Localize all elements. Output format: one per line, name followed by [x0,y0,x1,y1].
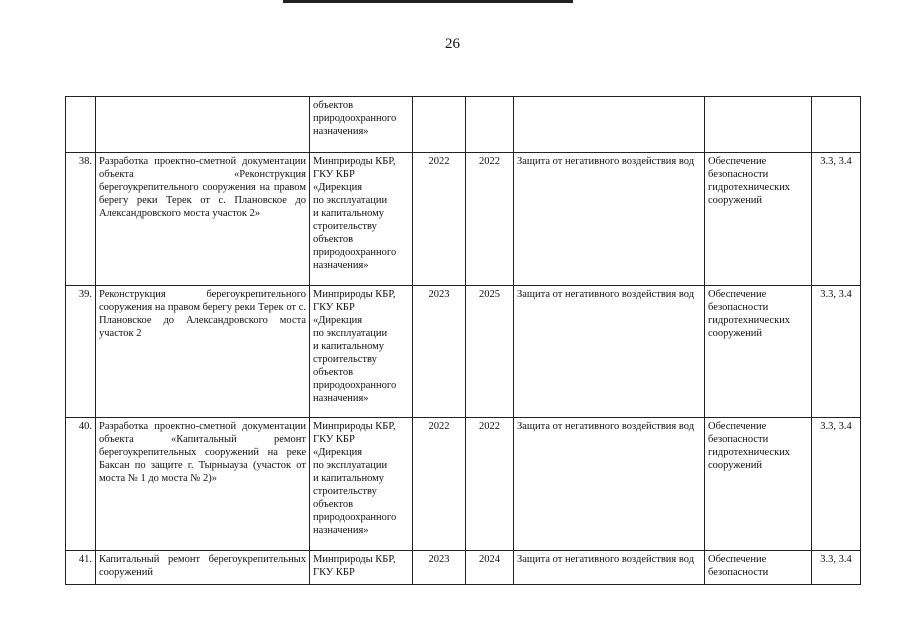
end-year: 2024 [466,551,514,585]
executor-line: ГКУ КБР [313,434,355,445]
task-cell: Защита от негативного воздействия вод [514,286,705,418]
executor-line: объектов [313,499,354,510]
result-line: безопасности [708,434,769,445]
executor-line: и капитальному [313,473,385,484]
executor-line: и капитальному [313,208,385,219]
result-line: Обеспечение [708,289,767,300]
row-number: 38. [66,153,96,286]
executor-line: строительству [313,221,377,232]
row-number: 41. [66,551,96,585]
executor-line: «Дирекция [313,447,363,458]
executor-line: Минприроды КБР, [313,554,396,565]
page-number: 26 [445,36,460,52]
executor-line: ГКУ КБР [313,169,355,180]
end-year: 2022 [466,418,514,551]
start-year: 2023 [413,286,466,418]
result-cell [705,418,812,551]
executor-line: Минприроды КБР, [313,289,396,300]
executor-line: и капитальному [313,341,385,352]
measure-name: Капитальный ремонт берегоукрепительных сооружений [96,551,310,585]
measure-name [96,97,310,153]
executor-line: природоохранного [313,380,397,391]
result-line: Обеспечение [708,554,767,565]
executor-line: Минприроды КБР, [313,156,396,167]
result-line: сооружений [708,195,763,206]
executor-line: Минприроды КБР, [313,421,396,432]
result-line: сооружений [708,460,763,471]
end-year: 2025 [466,286,514,418]
measure-name: Разработка проектно-сметной документации объекта «Капитальный ремонт берегоукрепительных сооружений на реке Баксан по защите г. Тырныауза (участок от моста № 1 до моста № 2)» [96,418,310,551]
result-line: гидротехнических [708,315,791,326]
paragraphs-cell: 3.3, 3.4 [812,286,861,418]
executor-line: «Дирекция [313,315,363,326]
end-year: 2022 [466,153,514,286]
executor-cell [310,286,413,418]
row-number [66,97,96,153]
result-cell [705,551,812,585]
executor-line: назначения» [313,260,369,271]
task-cell: Защита от негативного воздействия вод [514,551,705,585]
result-line: сооружений [708,328,763,339]
table-row [66,418,861,551]
table-row [66,551,861,585]
executor-line: объектов [313,367,354,378]
paragraphs-cell: 3.3, 3.4 [812,153,861,286]
executor-line: природоохранного [313,247,397,258]
task-cell: Защита от негативного воздействия вод [514,153,705,286]
paragraphs-cell: 3.3, 3.4 [812,551,861,585]
executor-line: ГКУ КБР [313,302,355,313]
end-year [466,97,514,153]
executor-line: объектов [313,234,354,245]
measure-name: Разработка проектно-сметной документации объекта «Реконструкция берегоукрепительного сооружения на правом берегу реки Терек от с. Плановское до Александровского моста участок 2» [96,153,310,286]
result-line: гидротехнических [708,447,791,458]
start-year: 2022 [413,418,466,551]
result-cell [705,153,812,286]
row-number: 40. [66,418,96,551]
paragraphs-cell: 3.3, 3.4 [812,418,861,551]
result-line: безопасности [708,169,769,180]
start-year: 2023 [413,551,466,585]
executor-line: ГКУ КБР [313,567,355,578]
table-row [66,286,861,418]
top-rule [283,0,573,3]
measure-name: Реконструкция берегоукрепительного сооружения на правом берегу реки Терек от с. Плановское до Александровского моста участок 2 [96,286,310,418]
executor-line: назначения» [313,393,369,404]
executor-line: природоохранного [313,113,397,124]
executor-line: «Дирекция [313,182,363,193]
row-number: 39. [66,286,96,418]
table-row [66,153,861,286]
result-line: безопасности [708,567,769,578]
start-year: 2022 [413,153,466,286]
executor-line: назначения» [313,126,369,137]
table-row-continuation [66,97,861,153]
executor-cell [310,153,413,286]
executor-line: строительству [313,354,377,365]
executor-cell [310,97,413,153]
result-cell [705,286,812,418]
executor-cell [310,418,413,551]
result-cell [705,97,812,153]
task-cell: Защита от негативного воздействия вод [514,418,705,551]
paragraphs-cell [812,97,861,153]
start-year [413,97,466,153]
measures-table [65,96,861,585]
result-line: гидротехнических [708,182,791,193]
executor-line: по эксплуатации [313,460,388,471]
executor-line: по эксплуатации [313,195,388,206]
result-line: Обеспечение [708,156,767,167]
result-line: безопасности [708,302,769,313]
executor-line: природоохранного [313,512,397,523]
executor-line: объектов [313,100,354,111]
executor-line: назначения» [313,525,369,536]
task-cell [514,97,705,153]
executor-line: по эксплуатации [313,328,388,339]
result-line: Обеспечение [708,421,767,432]
executor-cell [310,551,413,585]
executor-line: строительству [313,486,377,497]
